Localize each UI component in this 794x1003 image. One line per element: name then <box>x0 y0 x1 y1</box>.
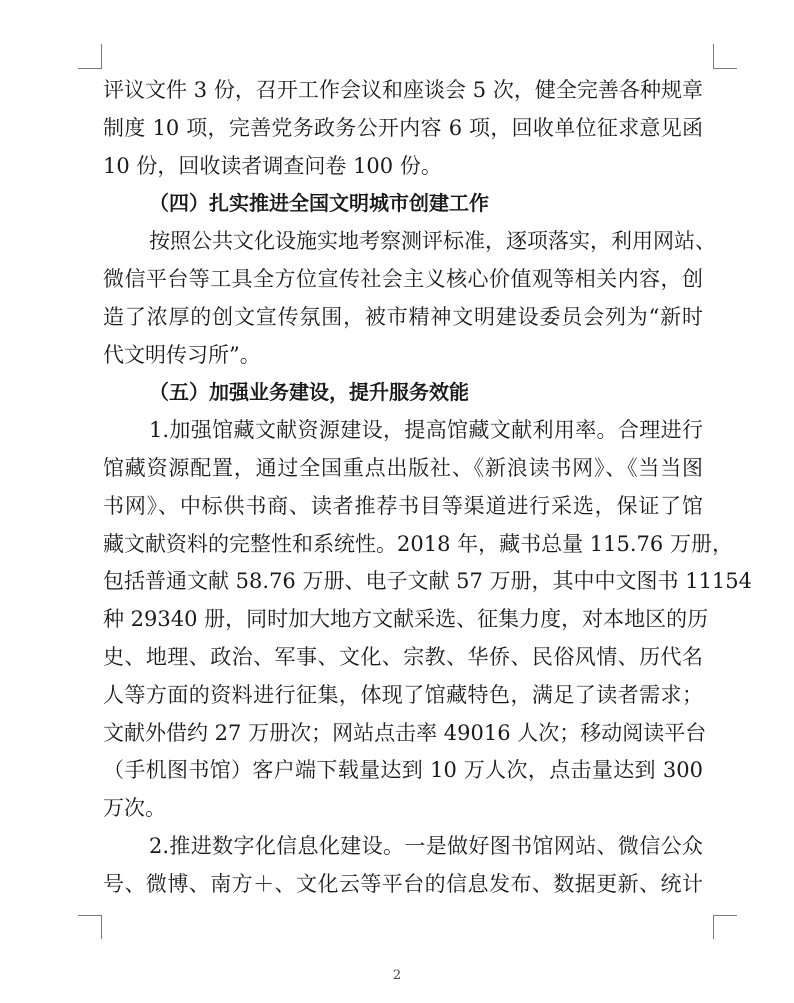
body-line: 馆藏资源配置，通过全国重点出版社、《新浪读书网》、《当当图 <box>103 455 703 480</box>
body-line: 包括普通文献 58.76 万册、电子文献 57 万册，其中中文图书 11154 <box>103 569 753 594</box>
body-line: 1.加强馆藏文献资源建设，提高馆藏文献利用率。合理进行 <box>149 418 703 443</box>
body-line: 史、地理、政治、军事、文化、宗教、华侨、民俗风情、历代名 <box>103 644 703 669</box>
crop-mark-bottom-left-vertical <box>101 915 102 939</box>
crop-mark-bottom-right-horizontal <box>713 915 737 916</box>
body-line: 人等方面的资料进行征集，体现了馆藏特色，满足了读者需求； <box>103 682 703 707</box>
section-heading: （五）加强业务建设，提升服务效能 <box>149 380 469 405</box>
body-line: 书网》、中标供书商、读者推荐书目等渠道进行采选，保证了馆 <box>103 493 703 518</box>
body-line: 制度 10 项，完善党务政务公开内容 6 项，回收单位征求意见函 <box>103 115 703 140</box>
document-body <box>103 72 753 904</box>
crop-mark-top-left-vertical <box>101 44 102 68</box>
body-line: 造了浓厚的创文宣传氛围，被市精神文明建设委员会列为“新时 <box>103 304 703 329</box>
body-line: 微信平台等工具全方位宣传社会主义核心价值观等相关内容，创 <box>103 266 703 291</box>
body-line: 藏文献资料的完整性和系统性。2018 年，藏书总量 115.76 万册， <box>103 531 733 556</box>
body-line: 按照公共文化设施实地考察测评标准，逐项落实，利用网站、 <box>149 229 716 254</box>
section-heading: （四）扎实推进全国文明城市创建工作 <box>149 191 489 216</box>
body-line: 代文明传习所”。 <box>103 342 261 367</box>
crop-mark-top-left-horizontal <box>78 68 102 69</box>
body-line: （手机图书馆）客户端下载量达到 10 万人次，点击量达到 300 <box>103 758 703 783</box>
body-line: 种 29340 册，同时加大地方文献采选、征集力度，对本地区的历 <box>103 607 709 632</box>
body-line: 万次。 <box>103 796 166 821</box>
crop-mark-top-right-vertical <box>713 44 714 68</box>
crop-mark-bottom-left-horizontal <box>78 915 102 916</box>
body-line: 文献外借约 27 万册次；网站点击率 49016 人次；移动阅读平台 <box>103 720 707 745</box>
body-line: 10 份，回收读者调查问卷 100 份。 <box>103 153 442 178</box>
body-line: 号、微博、南方＋、文化云等平台的信息发布、数据更新、统计 <box>103 871 703 896</box>
crop-mark-top-right-horizontal <box>713 68 737 69</box>
crop-mark-bottom-right-vertical <box>713 915 714 939</box>
body-line: 评议文件 3 份，召开工作会议和座谈会 5 次，健全完善各种规章 <box>103 78 703 102</box>
page-number: 2 <box>392 968 402 983</box>
body-line: 2.推进数字化信息化建设。一是做好图书馆网站、微信公众 <box>149 833 703 858</box>
